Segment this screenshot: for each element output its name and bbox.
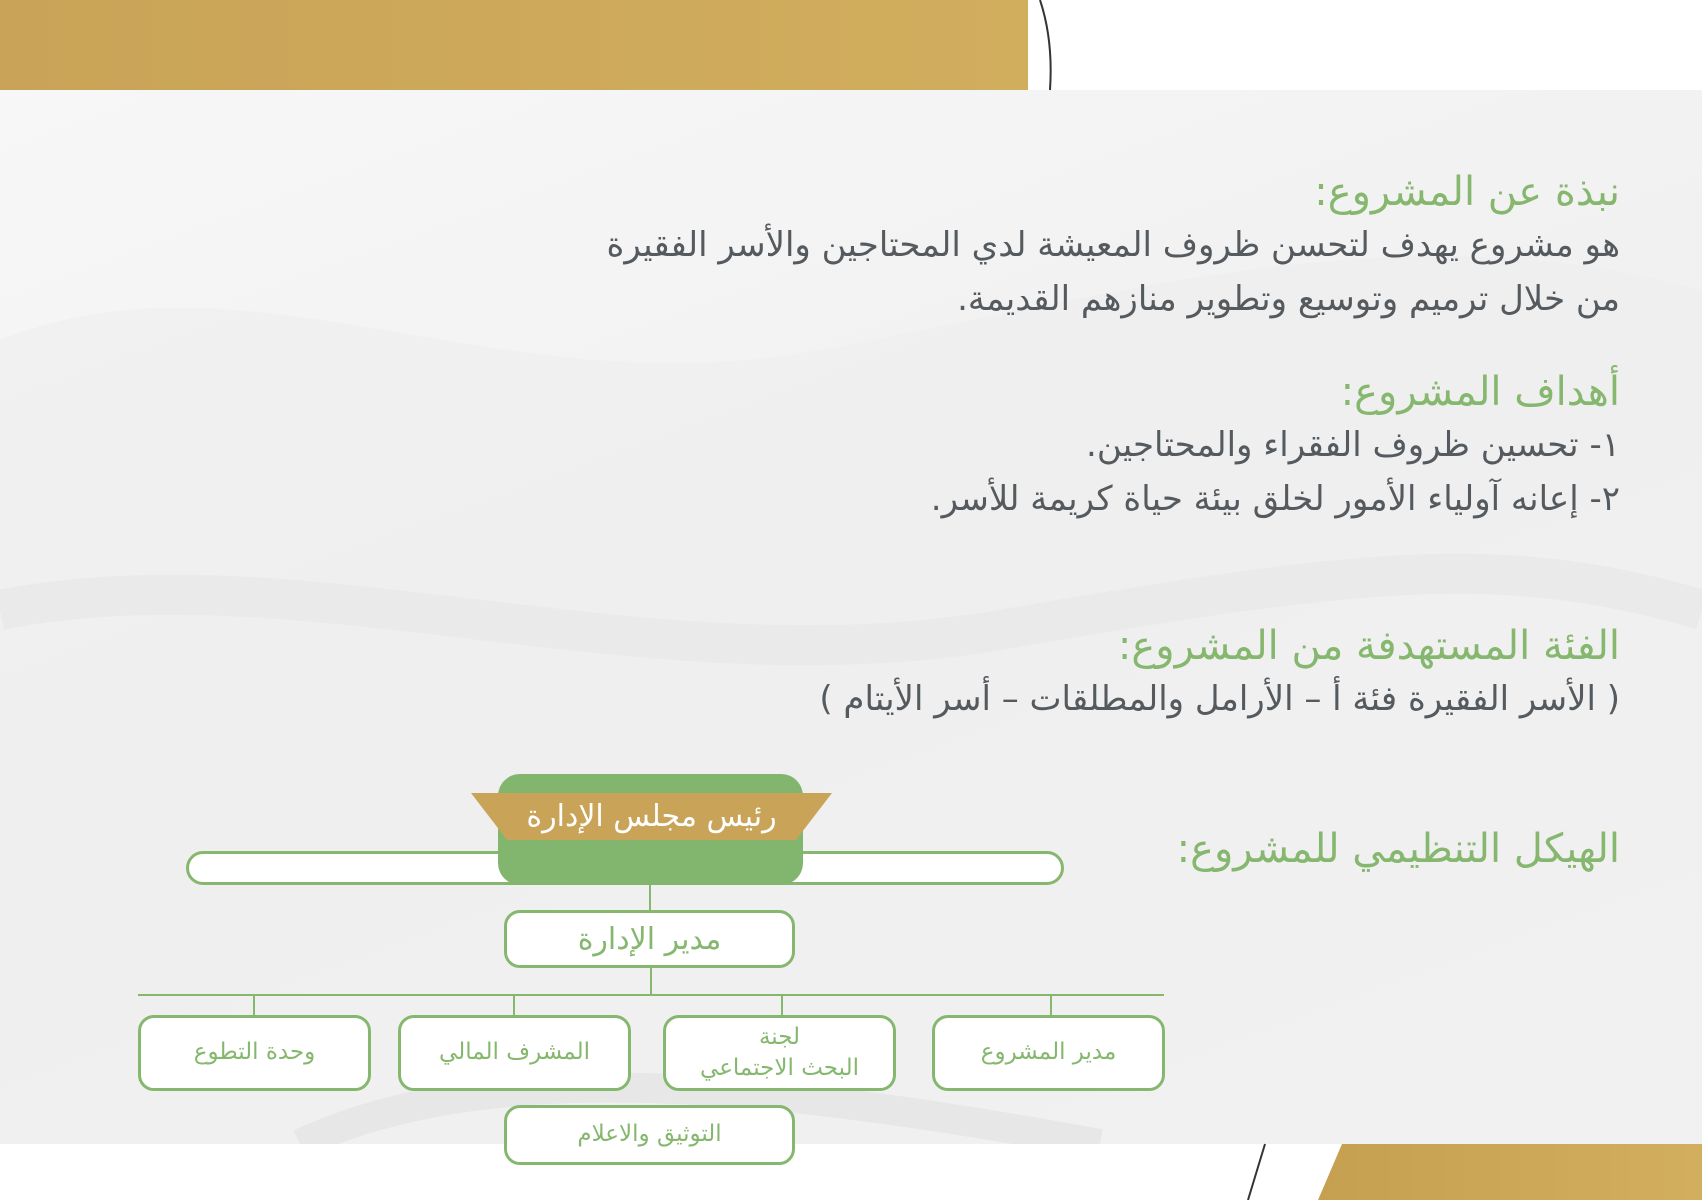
goal-item-1: ١- تحسين ظروف الفقراء والمحتاجين. — [1086, 425, 1620, 465]
org-heading: الهيكل التنظيمي للمشروع: — [1176, 826, 1620, 872]
org-node-social-research — [663, 1015, 896, 1091]
chairman-label: رئيس مجلس الإدارة — [526, 799, 777, 834]
about-heading: نبذة عن المشروع: — [1314, 169, 1620, 215]
goal-item-2: ٢- إعانه آولياء الأمور لخلق بيئة حياة كريمة للأسر. — [930, 479, 1620, 520]
org-node-director: مدير الإدارة — [504, 910, 795, 968]
org-node-media: التوثيق والاعلام — [504, 1105, 795, 1165]
about-line-1: هو مشروع يهدف لتحسن ظروف المعيشة لدي المحتاجين والأسر الفقيرة — [606, 225, 1620, 265]
goals-heading: أهداف المشروع: — [1340, 369, 1620, 415]
org-node-finance: المشرف المالي — [398, 1015, 631, 1091]
committee-label-line-1: لجنة — [758, 1023, 801, 1050]
target-text: ( الأسر الفقيرة فئة أ – الأرامل والمطلقات – أسر الأيتام ) — [819, 679, 1620, 719]
org-node-project-manager: مدير المشروع — [932, 1015, 1165, 1091]
org-node-volunteer: وحدة التطوع — [138, 1015, 371, 1091]
target-heading: الفئة المستهدفة من المشروع: — [1117, 623, 1620, 669]
about-line-2: من خلال ترميم وتوسيع وتطوير منازهم القديمة. — [957, 279, 1620, 320]
committee-label-line-2: البحث الاجتماعي — [700, 1055, 859, 1081]
